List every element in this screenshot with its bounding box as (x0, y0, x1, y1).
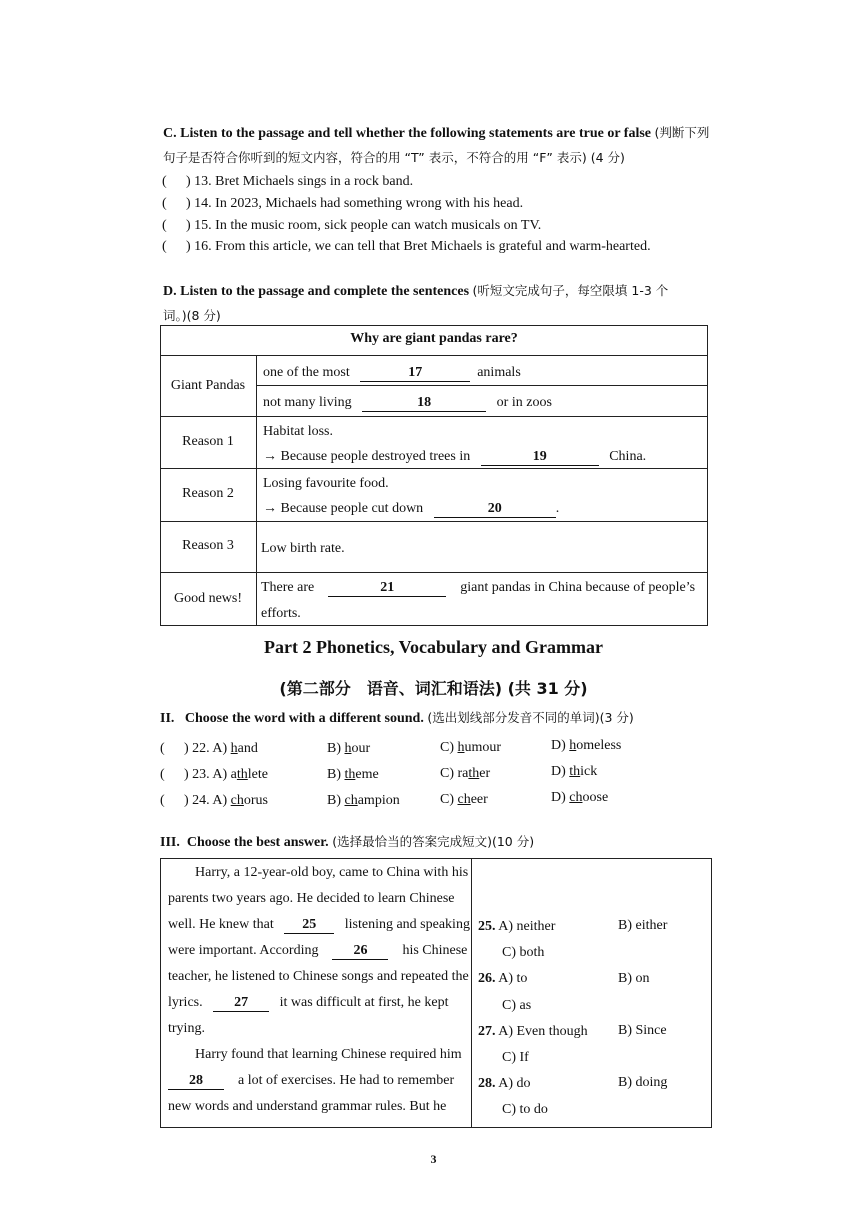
part2-title: Part 2 Phonetics, Vocabulary and Grammar (264, 637, 603, 657)
good-news-line1: There are 21 giant pandas in China because of people’s (261, 580, 696, 595)
option-23-d[interactable]: D) thick (551, 764, 598, 779)
row-17: one of the most 17 animals (263, 365, 521, 380)
good-news-label: Good news! (173, 591, 243, 606)
table-heading: Why are giant pandas rare? (350, 331, 518, 346)
options-25: 25. A) neither (478, 919, 556, 934)
option-25-a[interactable]: A) neither (498, 919, 556, 934)
reason-3-label: Reason 3 (182, 538, 234, 553)
panda-table (160, 325, 708, 626)
section-ii-title: II. Choose the word with a different sound. (选出划线部分发音不同的单词)(3 分) (160, 710, 634, 726)
blank-26[interactable]: 26 (332, 943, 388, 960)
section-c-title-cn: (判断下列 (654, 125, 710, 140)
reason-3-text: Low birth rate. (261, 541, 345, 556)
option-27-b[interactable]: B) Since (618, 1023, 667, 1038)
statement-13: ( ) 13. Bret Michaels sings in a rock band. (162, 174, 414, 189)
good-news-line2: efforts. (261, 606, 301, 621)
option-28-b[interactable]: B) doing (618, 1075, 668, 1090)
option-22-a[interactable]: hand (230, 741, 258, 756)
statement-15: ( ) 15. In the music room, sick people can watch musicals on TV. (162, 218, 542, 233)
statement-14: ( ) 14. In 2023, Michaels had something wrong with his head. (162, 196, 524, 211)
passage-line-7: trying. (168, 1021, 205, 1036)
option-26-c[interactable]: C) as (502, 998, 532, 1013)
section-d-title-cn: (听短文完成句子，每空限填 1-3 个 (472, 283, 669, 298)
section-c-title-en: C. Listen to the passage and tell whether the following statements are true or false (163, 126, 652, 141)
option-24-c[interactable]: C) cheer (440, 792, 488, 807)
question-23: ( ) 23. A) athlete (160, 767, 268, 782)
passage-line-10: new words and understand grammar rules. But he (168, 1099, 447, 1114)
question-24: ( ) 24. A) chorus (160, 793, 269, 808)
options-26: 26. A) to (478, 971, 528, 986)
option-24-d[interactable]: D) choose (551, 790, 609, 805)
section-iii-title: III. Choose the best answer. (选择最恰当的答案完成短文)(10 分) (160, 834, 535, 850)
blank-18[interactable]: 18 (362, 395, 486, 412)
option-28-a[interactable]: A) do (498, 1076, 531, 1091)
option-23-a[interactable]: athlete (230, 767, 268, 782)
giant-pandas-label: Giant Pandas (170, 378, 246, 393)
option-26-b[interactable]: B) on (618, 971, 650, 986)
options-27: 27. A) Even though (478, 1024, 588, 1039)
part2-title-cn: (第二部分 语音、词汇和语法) (共 31 分) (279, 679, 588, 698)
reason-2-line1: Losing favourite food. (263, 476, 389, 491)
option-24-b[interactable]: B) champion (327, 793, 400, 808)
row-18: not many living 18 or in zoos (263, 395, 552, 410)
option-22-d[interactable]: D) homeless (551, 738, 622, 753)
option-25-b[interactable]: B) either (618, 918, 668, 933)
blank-19[interactable]: 19 (481, 449, 599, 466)
blank-25[interactable]: 25 (284, 917, 334, 934)
section-c-title (163, 123, 709, 142)
page-number: 3 (430, 1152, 437, 1166)
blank-21[interactable]: 21 (328, 580, 446, 597)
options-28: 28. A) do (478, 1076, 531, 1091)
reason-1-line1: Habitat loss. (263, 424, 333, 439)
reason-2-line2: → Because people cut down 20 . (263, 501, 560, 516)
option-24-a[interactable]: chorus (230, 793, 269, 808)
option-23-c[interactable]: C) rather (440, 766, 491, 781)
blank-20[interactable]: 20 (434, 501, 556, 518)
reason-2-label: Reason 2 (182, 486, 234, 501)
section-d-title (163, 281, 668, 300)
cloze-table (160, 858, 712, 1128)
section-c-instructions: 句子是否符合你听到的短文内容，符合的用 “T” 表示，不符合的用 “F” 表示) (4 分) (163, 150, 625, 165)
option-22-c[interactable]: C) humour (440, 740, 502, 755)
section-d-title-cn2: 词。)(8 分) (163, 308, 221, 323)
option-28-c[interactable]: C) to do (502, 1102, 548, 1117)
blank-28[interactable]: 28 (168, 1073, 224, 1090)
passage-line-3: well. He knew that 25 listening and speaking (168, 917, 470, 932)
reason-1-label: Reason 1 (182, 434, 234, 449)
passage-line-1: Harry, a 12-year-old boy, came to China with his (195, 865, 469, 880)
passage-line-2: parents two years ago. He decided to learn Chinese (168, 891, 455, 906)
passage-line-6: lyrics. 27 it was difficult at first, he kept (168, 995, 449, 1010)
option-23-b[interactable]: B) theme (327, 767, 379, 782)
question-22: ( ) 22. A) hand (160, 741, 258, 756)
section-d-title-en: D. Listen to the passage and complete the sentences (163, 284, 470, 299)
passage-line-9: 28 a lot of exercises. He had to remember (168, 1073, 454, 1090)
option-25-c[interactable]: C) both (502, 945, 545, 960)
passage-line-5: teacher, he listened to Chinese songs and repeated the (168, 969, 469, 984)
option-26-a[interactable]: A) to (498, 971, 528, 986)
passage-line-4: were important. According 26 his Chinese (168, 943, 468, 958)
option-27-c[interactable]: C) If (502, 1050, 529, 1065)
blank-17[interactable]: 17 (360, 365, 470, 382)
option-22-b[interactable]: B) hour (327, 741, 371, 756)
statement-16: ( ) 16. From this article, we can tell that Bret Michaels is grateful and warm-hearted. (162, 239, 651, 254)
passage-line-8: Harry found that learning Chinese required him (195, 1047, 462, 1062)
reason-1-line2: → Because people destroyed trees in 19 China. (263, 449, 647, 464)
blank-27[interactable]: 27 (213, 995, 269, 1012)
option-27-a[interactable]: A) Even though (498, 1024, 588, 1039)
